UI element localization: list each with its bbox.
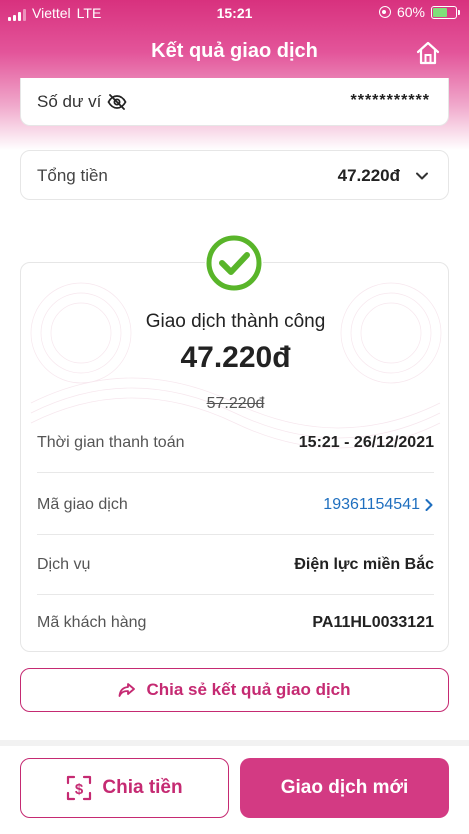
svg-text:$: $ — [75, 781, 84, 798]
transaction-status: Giao dịch thành công — [145, 311, 326, 332]
wallet-balance-value: *********** — [350, 92, 430, 109]
original-amount: 57.220đ — [206, 395, 265, 412]
transaction-id-link[interactable]: 19361154541 — [323, 496, 420, 513]
detail-row-customer-code — [37, 595, 434, 652]
share-result-label: Chia sẻ kết quả giao dịch — [146, 680, 351, 699]
detail-value: PA11HL0033121 — [312, 614, 434, 631]
rotation-lock-icon — [379, 6, 391, 18]
battery-percent: 60% — [396, 4, 425, 20]
detail-row-payment-time — [37, 415, 434, 473]
success-check-icon — [204, 233, 264, 293]
wallet-balance-card — [20, 78, 449, 126]
transaction-result-card — [20, 262, 449, 652]
eye-slash-icon[interactable] — [107, 94, 127, 110]
total-amount-dropdown[interactable] — [20, 150, 449, 200]
carrier-name: Viettel — [32, 5, 71, 21]
wallet-balance-label-group — [37, 92, 127, 112]
battery-icon — [431, 6, 457, 19]
page-title: Kết quả giao dịch — [151, 40, 318, 62]
home-button[interactable] — [415, 40, 441, 66]
split-money-icon — [66, 775, 92, 801]
new-transaction-label: Giao dịch mới — [280, 777, 409, 798]
detail-label: Mã giao dịch — [37, 496, 128, 513]
battery-info — [379, 4, 457, 20]
detail-value: 15:21 - 26/12/2021 — [298, 434, 434, 451]
split-money-button[interactable] — [20, 758, 229, 818]
detail-label: Mã khách hàng — [37, 614, 147, 631]
status-bar — [0, 0, 469, 26]
detail-row-transaction-id[interactable] — [37, 477, 434, 535]
total-value: 47.220đ — [337, 166, 400, 185]
chevron-down-icon — [414, 168, 430, 184]
new-transaction-button[interactable] — [240, 758, 449, 818]
total-label: Tổng tiền — [37, 166, 108, 185]
share-arrow-icon — [118, 682, 136, 698]
detail-label: Dịch vụ — [37, 556, 91, 573]
detail-row-service — [37, 537, 434, 595]
network-type: LTE — [76, 5, 102, 21]
chevron-right-icon[interactable] — [424, 497, 434, 513]
wallet-balance-label: Số dư ví — [37, 92, 102, 111]
split-money-label: Chia tiền — [102, 777, 183, 798]
clock: 15:21 — [216, 5, 253, 21]
detail-label: Thời gian thanh toán — [37, 434, 185, 451]
section-divider — [0, 740, 469, 746]
home-icon — [415, 40, 441, 66]
transaction-amount: 47.220đ — [180, 341, 291, 374]
detail-value: Điện lực miền Bắc — [294, 556, 434, 573]
share-result-button[interactable] — [20, 668, 449, 712]
